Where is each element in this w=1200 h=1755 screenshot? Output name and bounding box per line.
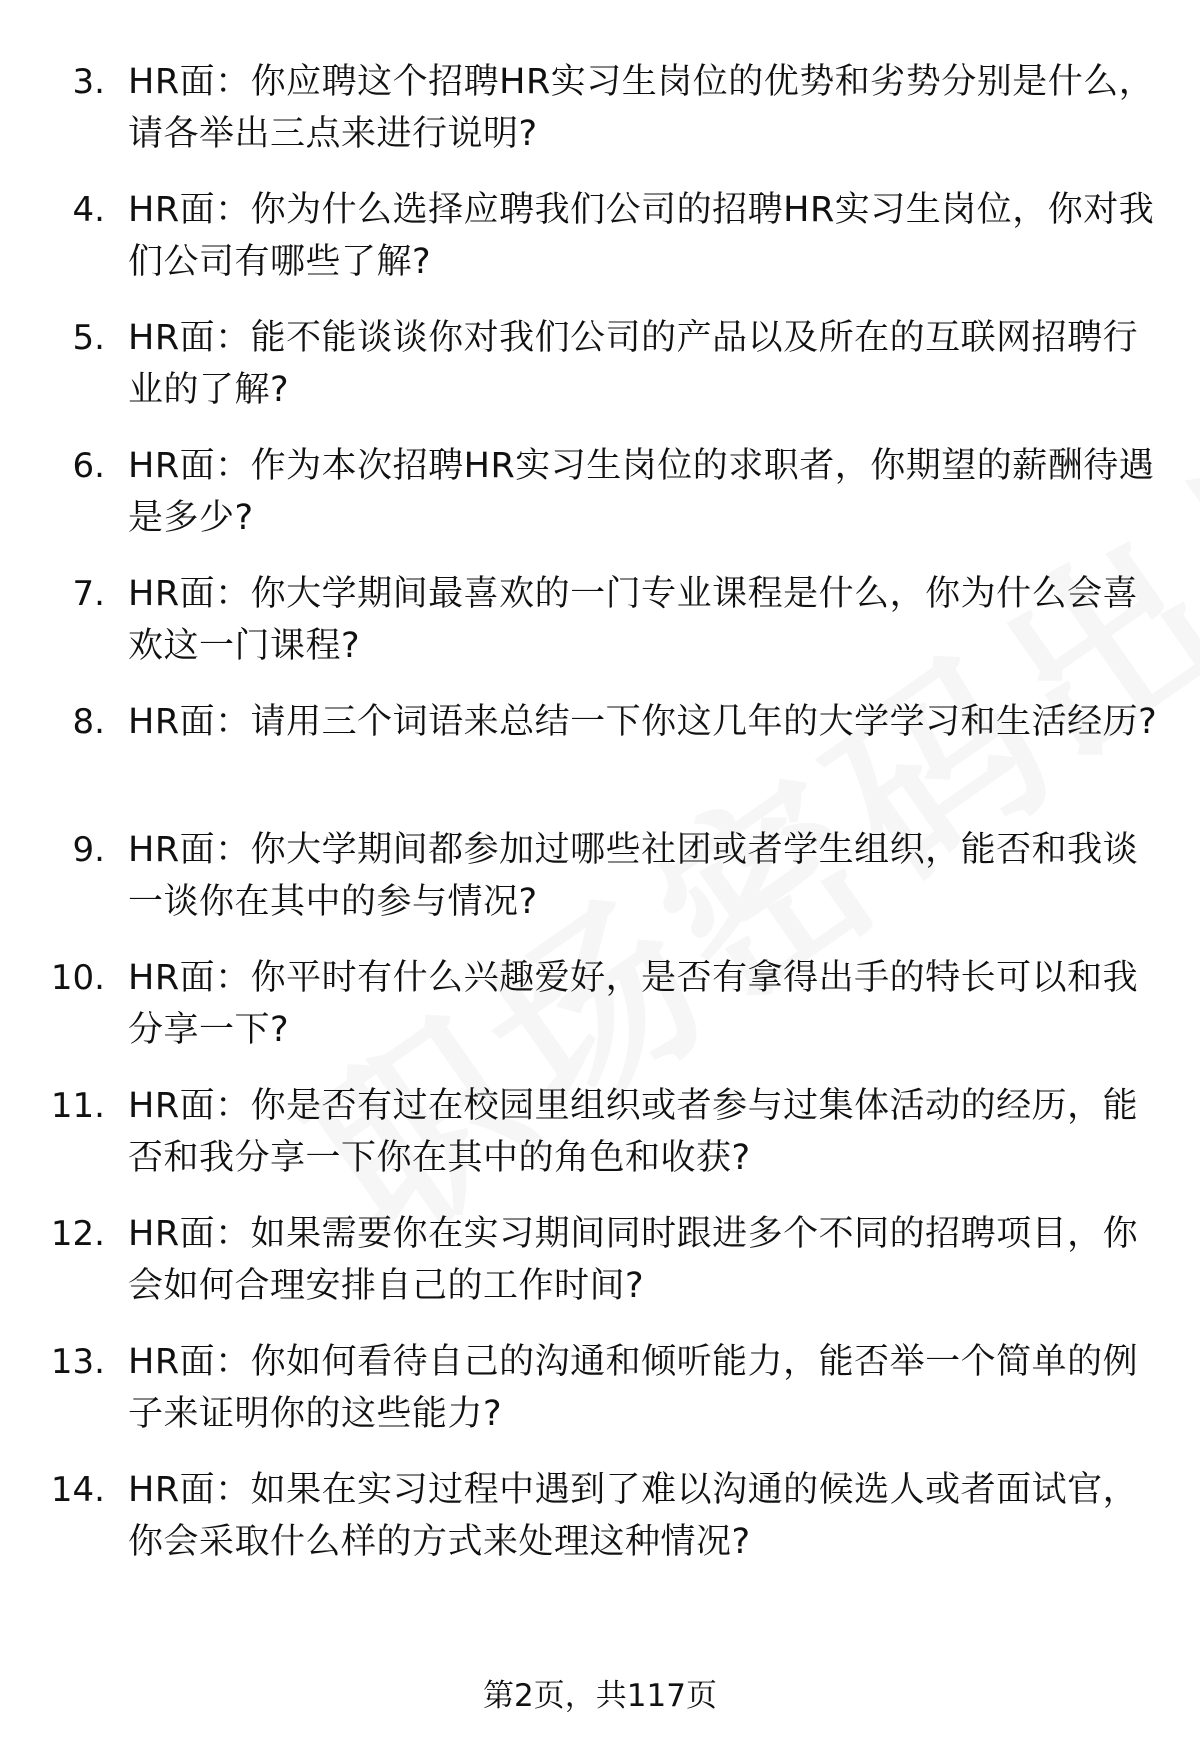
question-item	[0, 568, 1200, 674]
question-text: HR面：你如何看待自己的沟通和倾听能力，能否举一个简单的例子来证明你的这些能力?	[128, 1342, 1139, 1434]
question-item	[0, 184, 1200, 290]
question-text: HR面：作为本次招聘HR实习生岗位的求职者，你期望的薪酬待遇是多少?	[128, 446, 1155, 538]
question-number: 8.	[72, 702, 105, 742]
question-text: HR面：请用三个词语来总结一下你这几年的大学学习和生活经历?	[128, 702, 1158, 742]
question-text: HR面：如果需要你在实习期间同时跟进多个不同的招聘项目，你会如何合理安排自己的工作时间?	[128, 1214, 1139, 1306]
question-list	[0, 56, 1200, 1592]
question-text: HR面：你大学期间最喜欢的一门专业课程是什么，你为什么会喜欢这一门课程?	[128, 574, 1139, 666]
question-text: HR面：你应聘这个招聘HR实习生岗位的优势和劣势分别是什么，请各举出三点来进行说明?	[128, 62, 1155, 154]
question-item	[0, 952, 1200, 1058]
page-footer: 第2页，共117页	[483, 1678, 717, 1714]
question-number: 13.	[50, 1342, 105, 1382]
question-number: 14.	[50, 1470, 105, 1510]
question-number: 11.	[50, 1086, 105, 1126]
question-item	[0, 696, 1200, 802]
question-number: 5.	[72, 318, 105, 358]
question-text: HR面：你大学期间都参加过哪些社团或者学生组织，能否和我谈一谈你在其中的参与情况?	[128, 830, 1139, 922]
question-number: 10.	[50, 958, 105, 998]
question-number: 12.	[50, 1214, 105, 1254]
question-number: 3.	[72, 62, 105, 102]
question-item	[0, 824, 1200, 930]
question-item	[0, 1208, 1200, 1314]
question-item	[0, 56, 1200, 162]
question-text: HR面：你为什么选择应聘我们公司的招聘HR实习生岗位，你对我们公司有哪些了解?	[128, 190, 1155, 282]
question-number: 9.	[72, 830, 105, 870]
question-number: 6.	[72, 446, 105, 486]
question-number: 7.	[72, 574, 105, 614]
question-item	[0, 1464, 1200, 1570]
question-item	[0, 1080, 1200, 1186]
question-item	[0, 1336, 1200, 1442]
question-text: HR面：你是否有过在校园里组织或者参与过集体活动的经历，能否和我分享一下你在其中的角色和收获?	[128, 1086, 1139, 1178]
question-text: HR面：如果在实习过程中遇到了难以沟通的候选人或者面试官，你会采取什么样的方式来处理这种情况?	[128, 1470, 1139, 1562]
question-text: HR面：你平时有什么兴趣爱好，是否有拿得出手的特长可以和我分享一下?	[128, 958, 1139, 1050]
question-item	[0, 312, 1200, 418]
question-text: HR面：能不能谈谈你对我们公司的产品以及所在的互联网招聘行业的了解?	[128, 318, 1139, 410]
question-number: 4.	[72, 190, 105, 230]
question-item	[0, 440, 1200, 546]
